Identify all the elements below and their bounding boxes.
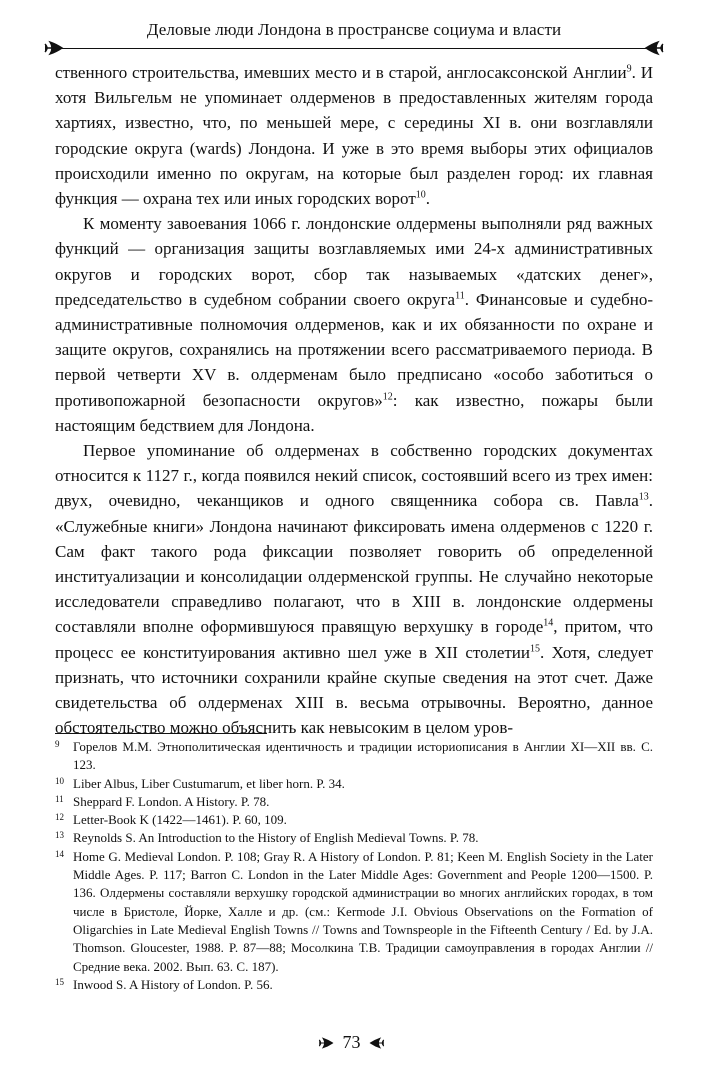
paragraph-3 [55, 438, 653, 740]
footnote-text: Letter-Book K (1422—1461). P. 60, 109. [73, 812, 287, 828]
paragraph-text: , притом, что процесс ее конституирования активно шел уже в XII столетии [55, 617, 653, 662]
footnote-number: 11 [55, 793, 64, 804]
fleuron-left-icon [367, 1036, 385, 1050]
footnote-item [55, 848, 653, 976]
paragraph-text: . [425, 189, 431, 209]
footnote-text: Home G. Medieval London. P. 108; Gray R. A History of London. P. 81; Keen M. English Society in the Later Middle Ages. P. 117; Barron C. London in the Later Middle Ages: Government and People 1200—1500. P. 136. Олдермены составляли верхушку городской администрации во многих английских городах, в том числе в Бристоле, Йорке, Халле и др. (см.: Kermode J.I. Obvious Observations on the Formation of Oligarchies in Late Medieval English Towns // Towns and Townspeople in the Fifteenth Century / Ed. by J.A. Thomson. Gloucester, 1988. P. 87—88; Мосолкина Т.В. Традиции самоуправления в городах Англии // Средние века. 2002. Вып. 63. С. 187). [73, 848, 653, 974]
paragraph-1 [55, 60, 653, 211]
paragraph-text: ственного строительства, имевших место и в старой, англосаксонской Англии [55, 63, 627, 82]
footnote-ref[interactable]: 15 [530, 643, 541, 655]
footnote-text: Горелов М.М. Этнополитическая идентичность и традиции историописания в Англии XI—XII вв. С. 123. [73, 739, 653, 773]
footnote-ref[interactable]: 13 [638, 491, 649, 503]
paragraph-text: . «Служебные книги» Лондона начинают фиксировать имена олдерменов с 1220 г. Сам факт такого рода фиксации позволяет говорить об определенной институализации и консолидации олдерменской группы. Не случайно некоторые исследователи справедливо полагают, что в XIII в. лондонские олдермены составляли вполне оформившуюся правящую верхушку в городе [55, 491, 653, 637]
footnote-number: 9 [55, 739, 60, 749]
footnote-ref[interactable]: 14 [543, 617, 554, 629]
page-footer [0, 1031, 703, 1061]
footnote-ref[interactable]: 10 [415, 189, 426, 201]
footnote-text: Inwood S. A History of London. P. 56. [73, 976, 273, 992]
paragraph-text: : как известно, пожары были настоящим бедствием для Лондона. [55, 390, 653, 435]
footnote-number: 10 [55, 775, 64, 786]
footnote-number: 15 [55, 976, 64, 987]
paragraph-text: . Финансовые и судебно-административные полномочия олдерменов, как и их обязанности по охране и защите округов, сохранялись на протяжении всего рассматриваемого периода. В первой четверти XV в. олдерменам было предписано «особо заботиться о противопожарной безопасности округов» [55, 289, 653, 410]
running-header [44, 20, 664, 56]
footnote-item [55, 829, 653, 847]
header-rule [62, 48, 646, 49]
main-text [55, 60, 653, 740]
footnote-number: 13 [55, 830, 64, 841]
footnote-text: Reynolds S. An Introduction to the History of English Medieval Towns. P. 78. [73, 830, 479, 846]
paragraph-text: К моменту завоевания 1066 г. лондонские олдермены выполняли ряд важных функций — организация защиты возглавляемых ими 24-х административных округов и городских ворот, сбор так называемых «датских денег», председательство в судебном собрании своего округа [55, 214, 653, 309]
running-header-title: Деловые люди Лондона в пространсве социума и власти [146, 20, 562, 39]
footnote-ref[interactable]: 9 [626, 63, 632, 75]
footnote-text: Sheppard F. London. A History. P. 78. [73, 793, 270, 809]
footnote-text: Liber Albus, Liber Custumarum, et liber horn. P. 34. [73, 775, 345, 791]
fleuron-left-icon [642, 39, 664, 57]
footnote-item [55, 793, 653, 811]
footnote-ref[interactable]: 11 [455, 290, 465, 302]
paragraph-text: . И хотя Вильгельм не упоминает олдерменов в предоставленных жителям города хартиях, известно, что, по меньшей мере, с середины XI в. они возглавляли городские округа (wards) Лондона. И уже в это время выборы этих официалов происходили именно по округам, на которые был разделен город: их главная функция — охрана тех или иных городских ворот [55, 63, 654, 209]
paragraph-text: . Хотя, следует признать, что источники сохранили крайне скупые сведения на этот счет. Даже свидетельства об олдерменах XIII в. весьма отрывочны. Вероятно, данное обстоятельство можно объяснить как невысоким в целом уров- [55, 642, 654, 738]
fleuron-right-icon [44, 39, 66, 57]
footnote-separator [55, 733, 267, 734]
fleuron-right-icon [318, 1036, 336, 1050]
footnote-number: 12 [55, 812, 64, 823]
footnote-number: 14 [55, 848, 64, 859]
paragraph-text: Первое упоминание об олдерменах в собственно городских документах относится к 1127 г., когда появился некий список, состоявший всего из трех имен: двух, очевидно, чеканщиков и одного священника собора св. Павла [55, 441, 653, 511]
footnotes [55, 738, 653, 994]
footnote-item [55, 775, 653, 793]
footnote-item [55, 738, 653, 775]
footnote-item [55, 976, 653, 994]
paragraph-2 [55, 211, 653, 438]
footnote-ref[interactable]: 12 [382, 390, 393, 402]
page-number: 73 [342, 1032, 361, 1053]
footnote-item [55, 811, 653, 829]
